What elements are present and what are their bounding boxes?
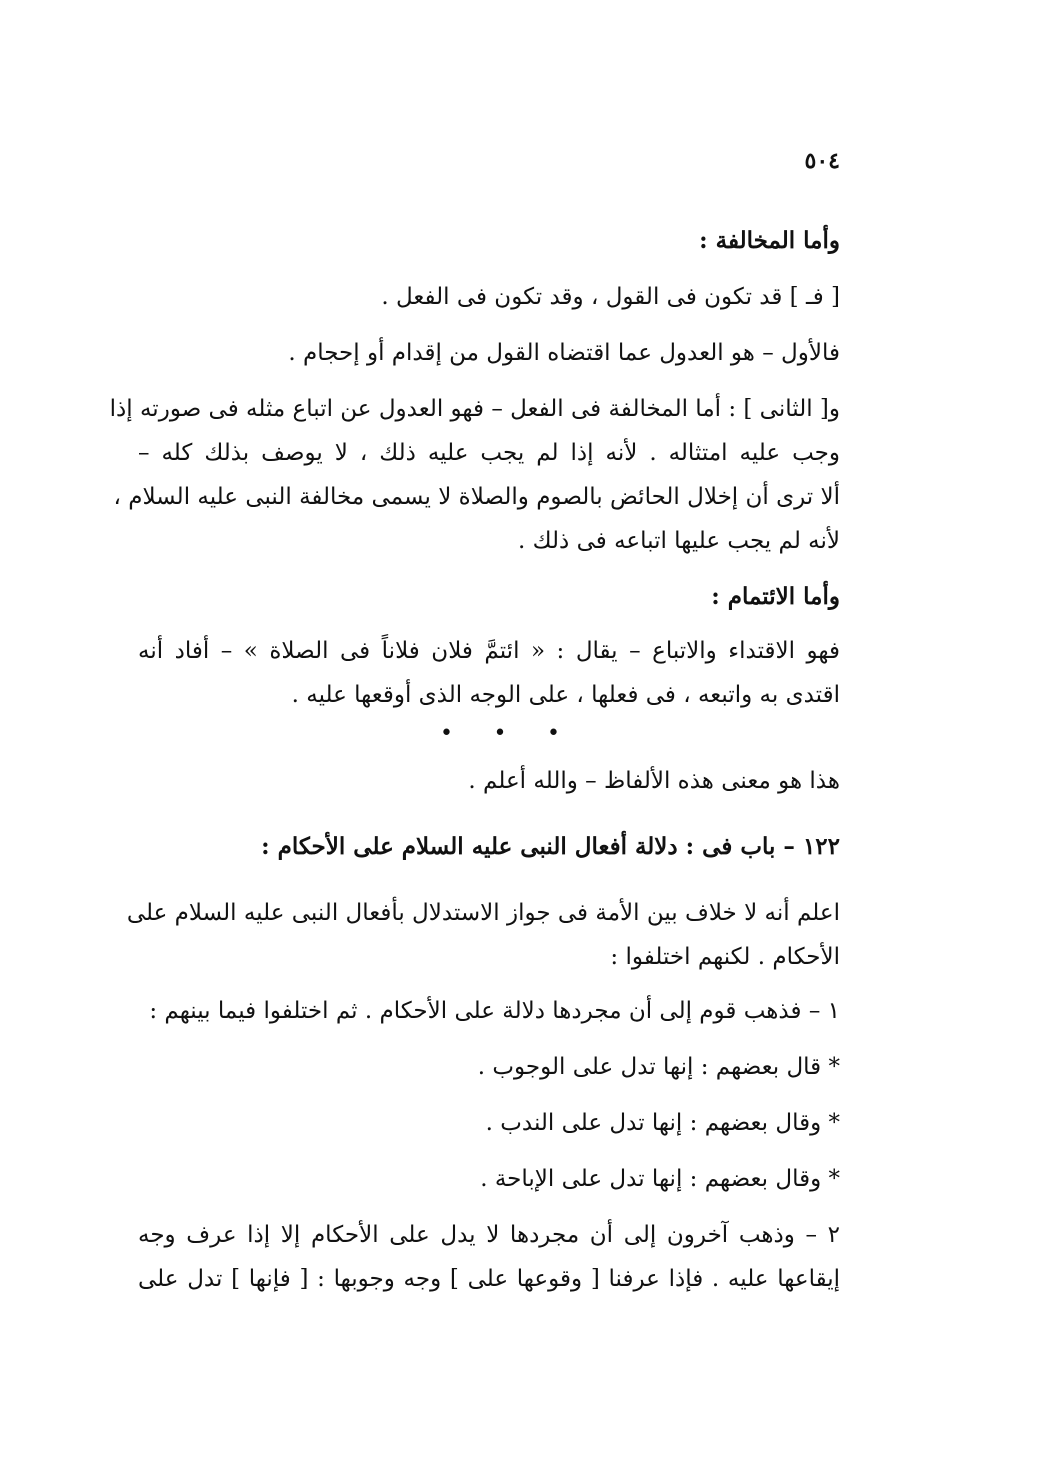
text-line: اعلم أنه لا خلاف بين الأمة فى جواز الاستدلال بأفعال النبى عليه السلام على	[126, 900, 840, 926]
text-line: ألا ترى أن إخلال الحائض بالصوم والصلاة لا يسمى مخالفة النبى عليه السلام ،	[113, 484, 840, 510]
text-line: فهو الاقتداء والاتباع – يقال : « ائتمَّ فلان فلاناً فى الصلاة » – أفاد أنه	[138, 638, 840, 664]
text-line: وجب عليه امتثاله . لأنه إذا لم يجب عليه ذلك ، لا يوصف بذلك كله –	[138, 440, 840, 466]
text-line: فالأول – هو العدول عما اقتضاه القول من إقدام أو إحجام .	[288, 340, 840, 366]
heading-itimam: وأما الائتمام :	[711, 583, 840, 610]
text-line: و[ الثانى ] : أما المخالفة فى الفعل – فهو العدول عن اتباع مثله فى صورته إذا	[109, 396, 840, 422]
page-number: ٥٠٤	[804, 148, 840, 174]
separator-dot: •	[493, 721, 507, 746]
heading-mukhalafa: وأما المخالفة :	[699, 227, 840, 254]
text-line: هذا هو معنى هذه الألفاظ – والله أعلم .	[468, 768, 840, 794]
list-item: ٢ – وذهب آخرون إلى أن مجردها لا يدل على الأحكام إلا إذا عرف وجه	[138, 1222, 840, 1248]
text-line: الأحكام . لكنهم اختلفوا :	[610, 944, 840, 970]
text-line: لأنه لم يجب عليها اتباعه فى ذلك .	[518, 528, 840, 554]
chapter-heading: ١٢٢ – باب فى : دلالة أفعال النبى عليه السلام على الأحكام :	[261, 833, 840, 860]
separator-dot: •	[547, 721, 560, 746]
text-line: إيقاعها عليه . فإذا عرفنا [ وقوعها على ] وجه وجوبها : [ فإنها ] تدل على	[138, 1266, 840, 1292]
text-line: [ فـ ] قد تكون فى القول ، وقد تكون فى الفعل .	[381, 284, 840, 310]
separator-dot: •	[440, 721, 453, 746]
list-item: * وقال بعضهم : إنها تدل على الندب .	[485, 1110, 840, 1136]
list-item: ١ – فذهب قوم إلى أن مجردها دلالة على الأحكام . ثم اختلفوا فيما بينهم :	[149, 998, 840, 1024]
section-separator	[440, 722, 560, 746]
list-item: * قال بعضهم : إنها تدل على الوجوب .	[477, 1054, 840, 1080]
text-line: اقتدى به واتبعه ، فى فعلها ، على الوجه الذى أوقعها عليه .	[291, 682, 840, 708]
list-item: * وقال بعضهم : إنها تدل على الإباحة .	[480, 1166, 840, 1192]
